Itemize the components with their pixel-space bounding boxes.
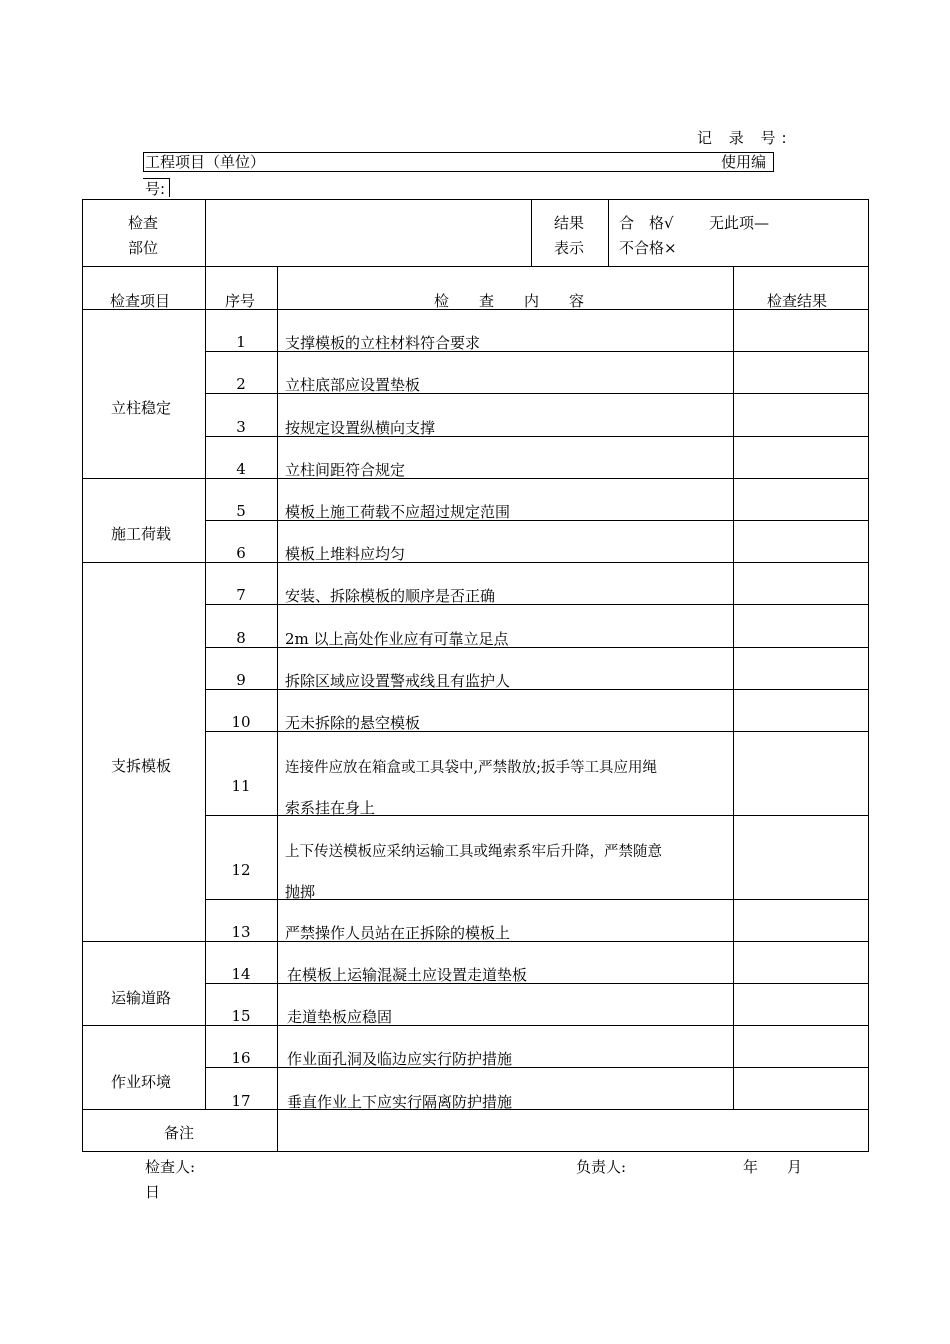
result-label-line2: 表示	[554, 239, 585, 257]
inspector-label: 检查人:	[145, 1158, 196, 1176]
project-label: 工程项目（单位）	[145, 153, 266, 171]
date-day-label: 日	[145, 1183, 161, 1201]
row-content: 按规定设置纵横向支撑	[285, 419, 436, 437]
legend-fail: 不合格×	[619, 239, 677, 257]
responsible-label: 负责人:	[576, 1158, 627, 1176]
remarks-label: 备注	[164, 1124, 195, 1142]
column-header-item: 检查项目	[110, 292, 171, 310]
group-name: 运输道路	[111, 989, 172, 1007]
group-name: 作业环境	[111, 1073, 172, 1091]
row-content: 立柱底部应设置垫板	[285, 376, 421, 394]
row-seq: 10	[231, 713, 251, 731]
row-seq: 4	[236, 460, 246, 478]
row-seq: 6	[236, 544, 246, 562]
column-header-content: 检 查 内 容	[434, 292, 585, 310]
record-number-label: 记 录 号:	[697, 129, 793, 147]
row-content: 上下传送模板应采纳运输工具或绳索系牢后升降，严禁随意	[285, 844, 662, 860]
group-name: 施工荷载	[111, 525, 172, 543]
row-seq: 2	[236, 375, 246, 393]
row-content: 模板上堆料应均匀	[285, 545, 406, 563]
row-content: 无未拆除的悬空模板	[285, 714, 421, 732]
row-content: 安装、拆除模板的顺序是否正确	[285, 587, 496, 605]
row-seq: 7	[236, 586, 246, 604]
row-content: 立柱间距符合规定	[285, 461, 406, 479]
location-label-line1: 检查	[128, 214, 159, 232]
use-number-label: 使用编	[721, 153, 767, 171]
row-content: 垂直作业上下应实行隔离防护措施	[287, 1093, 513, 1111]
row-seq: 16	[231, 1049, 251, 1067]
row-content: 走道垫板应稳固	[287, 1008, 393, 1026]
row-seq: 11	[231, 777, 251, 795]
row-seq: 17	[231, 1092, 251, 1110]
use-number-label-cont: 号:	[145, 180, 166, 198]
location-label-line2: 部位	[128, 239, 159, 257]
row-content: 在模板上运输混凝土应设置走道垫板	[287, 966, 528, 984]
column-header-seq: 序号	[225, 292, 256, 310]
date-month-label: 月	[787, 1158, 803, 1176]
row-seq: 1	[236, 333, 246, 351]
legend-pass: 合 格√	[619, 214, 674, 232]
legend-not-applicable: 无此项—	[709, 214, 770, 232]
column-header-result: 检查结果	[767, 292, 828, 310]
row-content: 2m 以上高处作业应有可靠立足点	[285, 630, 509, 648]
date-year-label: 年	[743, 1158, 759, 1176]
row-content: 连接件应放在箱盒或工具袋中,严禁散放;扳手等工具应用绳	[285, 760, 657, 776]
group-name: 立柱稳定	[111, 399, 172, 417]
row-seq: 15	[231, 1007, 251, 1025]
row-seq: 3	[236, 418, 246, 436]
row-content: 严禁操作人员站在正拆除的模板上	[285, 924, 511, 942]
row-seq: 13	[231, 923, 251, 941]
row-seq: 14	[231, 965, 251, 983]
group-name: 支拆模板	[111, 757, 172, 775]
row-content-cont: 抛掷	[285, 883, 316, 901]
row-content: 作业面孔洞及临边应实行防护措施	[287, 1050, 513, 1068]
row-content: 拆除区域应设置警戒线且有监护人	[285, 672, 511, 690]
row-seq: 12	[231, 861, 251, 879]
row-content: 模板上施工荷载不应超过规定范围	[285, 503, 511, 521]
row-content-cont: 索系挂在身上	[285, 799, 376, 817]
result-label-line1: 结果	[554, 214, 585, 232]
row-seq: 5	[236, 502, 246, 520]
row-content: 支撑模板的立柱材料符合要求	[285, 334, 481, 352]
row-seq: 9	[236, 671, 246, 689]
row-seq: 8	[236, 629, 246, 647]
